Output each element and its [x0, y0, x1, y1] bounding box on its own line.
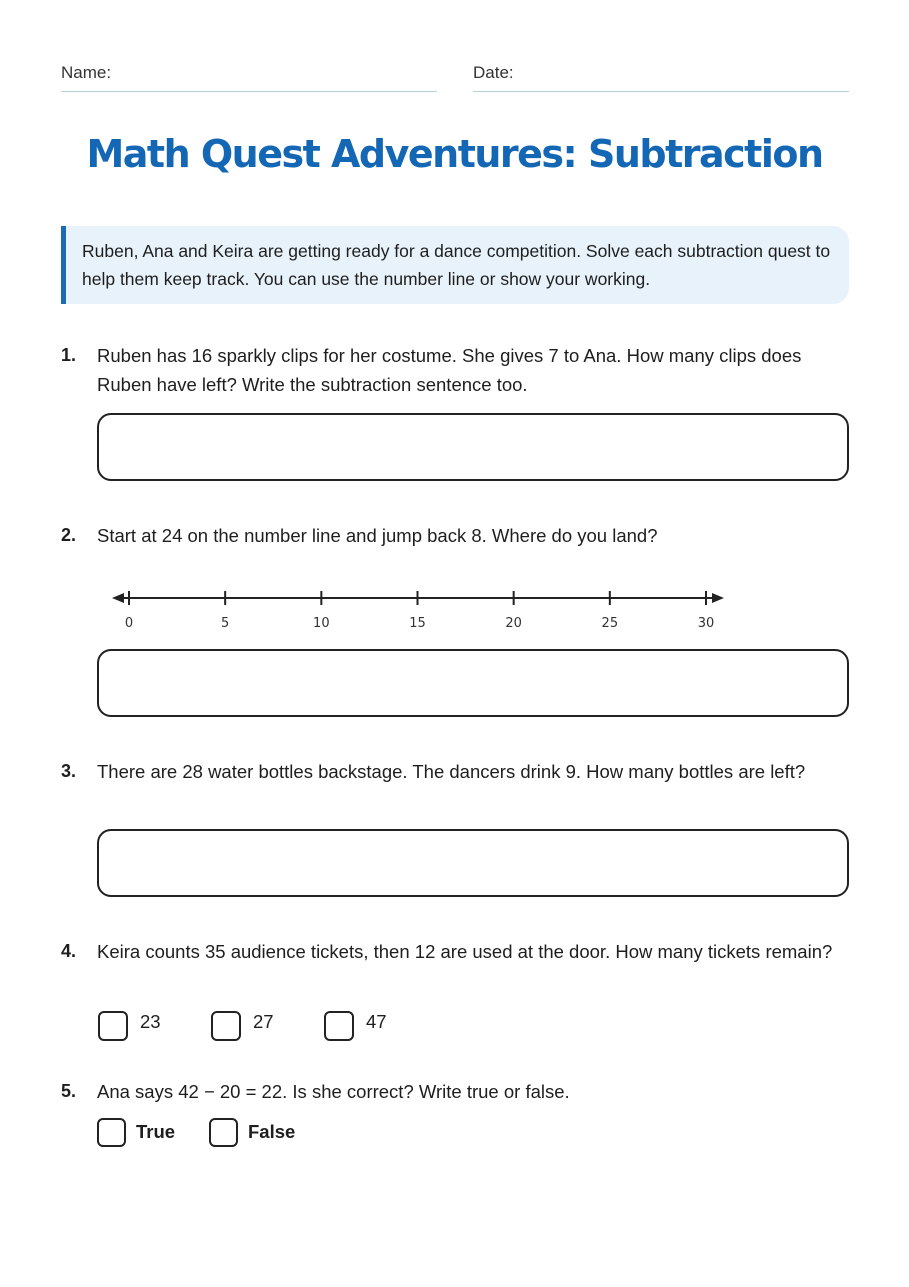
choice-label: 23 — [140, 1011, 161, 1032]
true-label: True — [136, 1121, 176, 1142]
true-checkbox[interactable] — [97, 1118, 126, 1147]
number-line-label: 25 — [601, 616, 619, 631]
number-line-label: 30 — [697, 616, 715, 631]
question-text: There are 28 water bottles backstage. The dancers drink 9. How many bottles are left? — [97, 761, 806, 782]
number-line-label: 15 — [409, 616, 426, 631]
answer-box[interactable] — [97, 649, 849, 717]
number-line-label: 10 — [313, 616, 330, 631]
choice-label: 47 — [366, 1011, 387, 1032]
false-checkbox[interactable] — [209, 1118, 238, 1147]
question-text: Ruben has 16 sparkly clips for her costume. She gives 7 to Ana. How many clips does Ruben have left? Write the subtraction sentence too. — [97, 345, 802, 395]
intro-box — [61, 226, 849, 304]
answer-box[interactable] — [97, 413, 849, 481]
answer-box[interactable] — [97, 829, 849, 897]
question-text: Start at 24 on the number line and jump back 8. Where do you land? — [97, 525, 658, 546]
number-line-label: 20 — [505, 616, 522, 631]
choice-checkbox[interactable] — [98, 1011, 128, 1041]
false-label: False — [248, 1121, 296, 1142]
choice-label: 27 — [253, 1011, 274, 1032]
question-number: 5. — [61, 1081, 77, 1101]
name-label: Name: — [61, 63, 112, 82]
question-number: 4. — [61, 941, 77, 961]
question-number: 2. — [61, 525, 77, 545]
choice-checkbox[interactable] — [324, 1011, 354, 1041]
intro-text: Ruben, Ana and Keira are getting ready for a dance competition. Solve each subtraction quest to help them keep track. You can use the number line or show your working. — [82, 241, 831, 289]
name-line[interactable] — [61, 91, 437, 92]
question-number: 3. — [61, 761, 77, 781]
page-title: Math Quest Adventures: Subtraction — [86, 132, 823, 176]
question-number: 1. — [61, 345, 77, 365]
date-line[interactable] — [473, 91, 849, 92]
choice-checkbox[interactable] — [211, 1011, 241, 1041]
question-text: Ana says 42 − 20 = 22. Is she correct? Write true or false. — [97, 1081, 570, 1102]
question-text: Keira counts 35 audience tickets, then 12 are used at the door. How many tickets remain? — [97, 941, 833, 962]
number-line-label: 0 — [124, 616, 134, 631]
number-line — [100, 580, 740, 640]
date-label: Date: — [473, 63, 514, 82]
number-line-label: 5 — [221, 616, 230, 631]
